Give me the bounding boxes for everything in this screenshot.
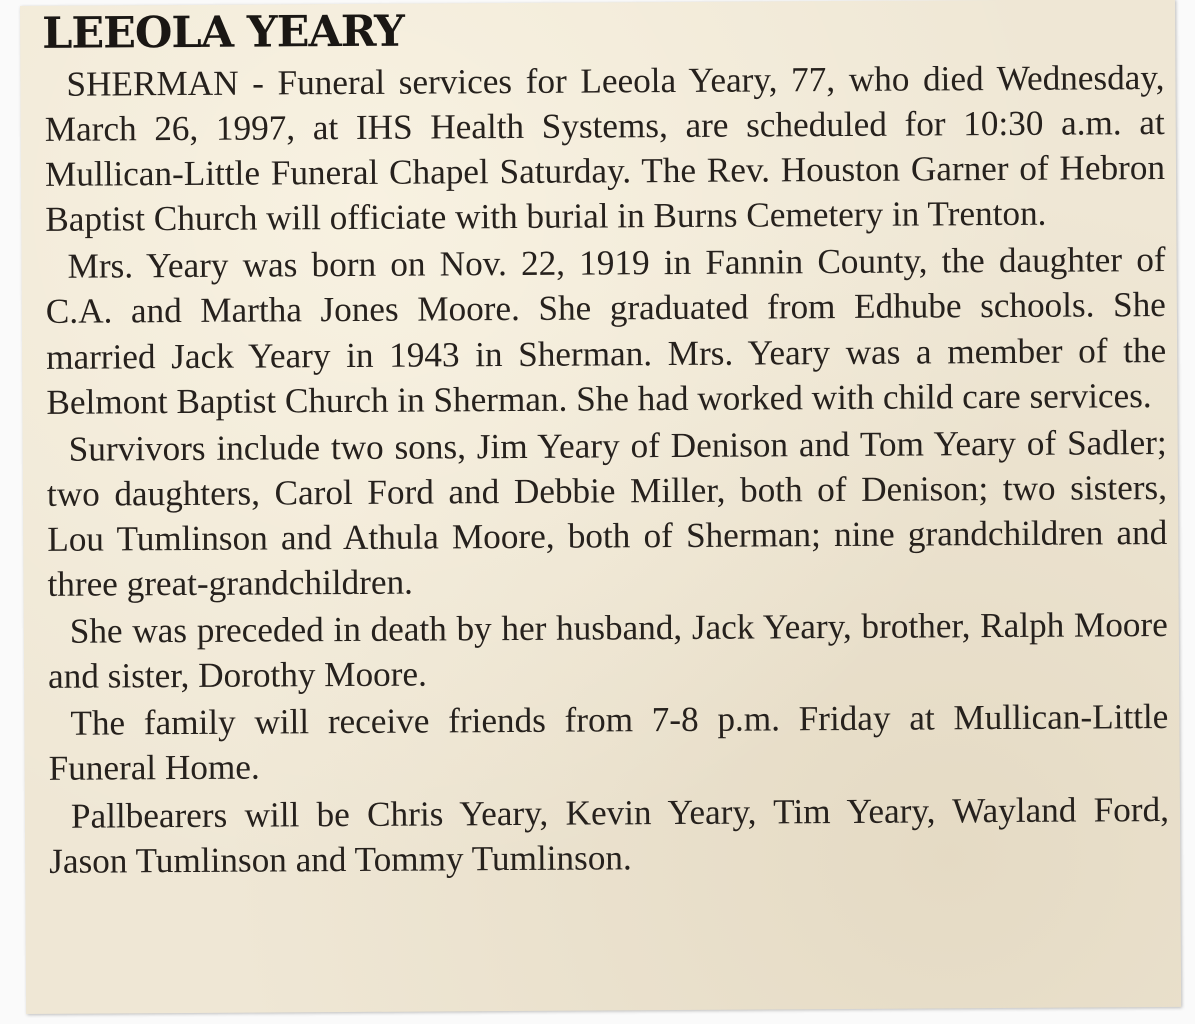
biography-paragraph: Mrs. Yeary was born on Nov. 22, 1919 in Fannin County, the daughter of C.A. and Martha Jones Moore. She graduated from Edhube schools. She married Jack Yeary in 1943 in Sherman. Mrs. Yeary was a member of the Belmont Baptist Church in Sherman. She had worked with child care services. bbox=[45, 240, 1167, 422]
obituary-headline: LEEOLA YEARY bbox=[42, 6, 405, 59]
obituary-body bbox=[44, 55, 1169, 884]
newspaper-clipping bbox=[20, 0, 1181, 1014]
pallbearers-paragraph: Pallbearers will be Chris Yeary, Kevin Yeary, Tim Yeary, Wayland Ford, Jason Tumlinson and Tommy Tumlinson. bbox=[49, 789, 1170, 881]
survivors-paragraph: Survivors include two sons, Jim Yeary of Denison and Tom Yeary of Sadler; two daughters, Carol Ford and Debbie Miller, both of Denison; two sisters, Lou Tumlinson and Athula Moore, both of Sherman; nine grandchildren and three great-grandchildren. bbox=[46, 422, 1168, 604]
visitation-paragraph: The family will receive friends from 7-8 p.m. Friday at Mullican-Little Funeral Home. bbox=[48, 697, 1169, 789]
funeral-services-paragraph: SHERMAN - Funeral services for Leeola Yeary, 77, who died Wednesday, March 26, 1997, at IHS Health Systems, are scheduled for 10:30 a.m. at Mullican-Little Funeral Chapel Saturday. The Rev. Houston Garner of Hebron Baptist Church will officiate with burial in Burns Cemetery in Trenton. bbox=[44, 58, 1166, 240]
preceded-in-death-paragraph: She was preceded in death by her husband, Jack Yeary, brother, Ralph Moore and sister, Dorothy Moore. bbox=[47, 605, 1168, 697]
